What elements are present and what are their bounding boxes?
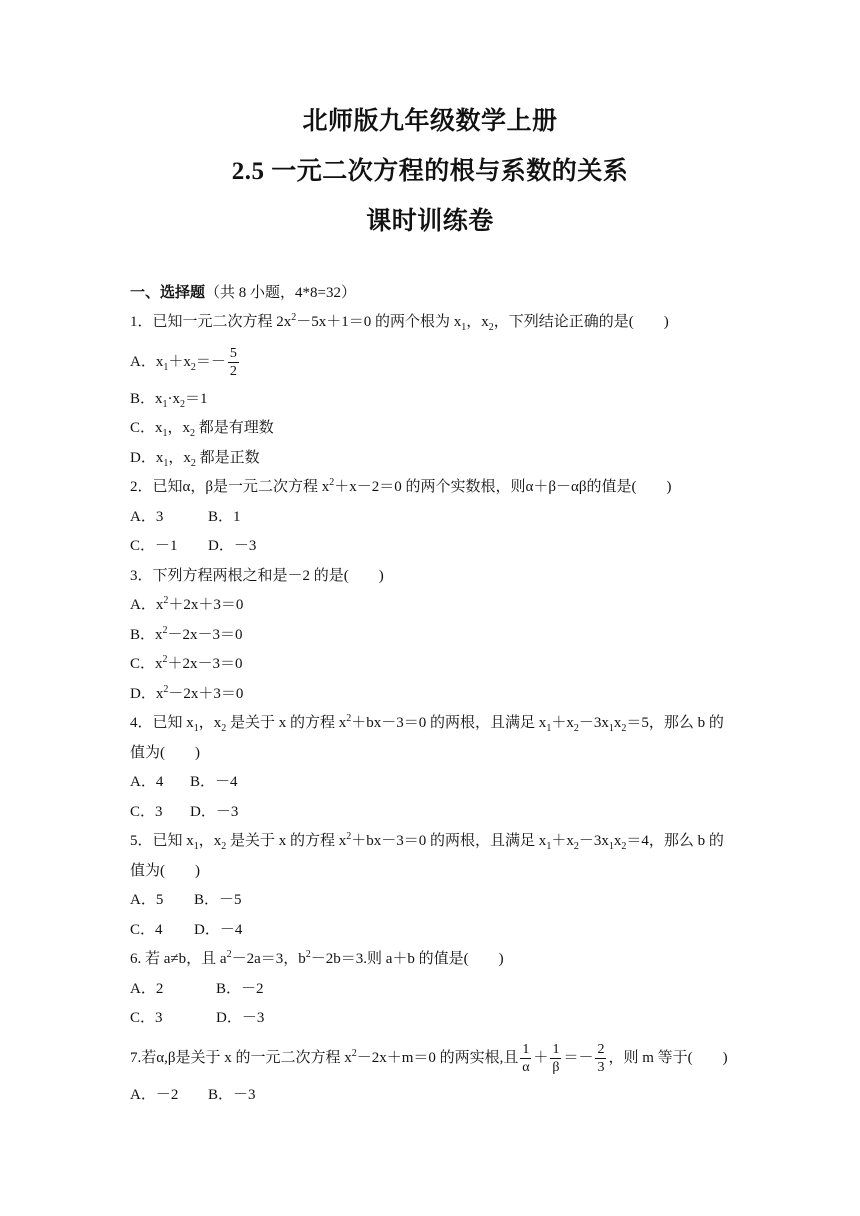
page-subtitle: 2.5 一元二次方程的根与系数的关系 [231,158,629,185]
question-3-option-b: B．$x^2-2x-3=0$ [130,625,243,643]
fraction: $\frac{1}{\beta}$ [552,1042,560,1075]
question-5-options-cd: C．4 D．－4 [130,922,243,938]
question-2-stem: 2．已知α，β是一元二次方程 $x^2+x-2=0$ 的两个实数根，则α＋β－αβ的值是( ) [130,477,672,495]
question-7-options-ab: A．－2 B．－3 [130,1087,256,1103]
question-3-option-d: D．$x^2-2x+3=0$ [130,684,244,702]
page-title: 北师版九年级数学上册 [302,108,558,135]
question-3-option-c: C．$x^2+2x-3=0$ [130,654,243,672]
question-1-option-c: C．$x_1$，$x_2$ 都是有理数 [130,420,274,439]
question-1-option-b: B．$x_1\cdot x_2=1$ [130,391,208,410]
question-4-options-cd: C．3 D．－3 [130,804,239,820]
question-7-stem: 7.若α,β是关于 x 的一元二次方程 $x^2-2x+m=0$ 的两实根,且 $\frac{1}{\alpha}$ ＋ $\frac{1}{\beta}$ ＝－ $\frac{2}{3}$ ，则 m 等于( ) [130,1042,728,1075]
question-4-stem: 4．已知 $x_1$，$x_2$ 是关于 x 的方程 $x^2+bx-3=0$ 的两根，且满足 $x_1+x_2-3x_1x_2=5$，那么 b 的 [130,713,724,734]
question-5-stem: 5．已知 $x_1$，$x_2$ 是关于 x 的方程 $x^2+bx-3=0$ 的两根，且满足 $x_1+x_2-3x_1x_2=4$，那么 b 的 [130,831,724,852]
question-2-options-ab: A．3 B．1 [130,509,241,525]
question-4-options-ab: A．4 B．－4 [130,774,238,790]
question-3-stem: 3．下列方程两根之和是－2 的是( ) [130,568,384,584]
question-2-options-cd: C．－1 D．－3 [130,538,257,554]
section-label: 一、选择题 [130,285,206,301]
fraction: $\frac{2}{3}$ [597,1042,605,1075]
page-subtitle-2: 课时训练卷 [366,208,494,235]
question-5-stem-cont: 值为( ) [130,863,200,879]
question-5-options-ab: A．5 B．－5 [130,892,242,908]
question-6-options-cd: C．3 D．－3 [130,1010,265,1026]
fraction: $\frac{1}{\alpha}$ [522,1042,530,1075]
question-6-stem: 6. 若 a≠b，且 $a^2-2a=3$，$b^2-2b=3$.则 a＋b 的值是( ) [130,949,504,967]
question-4-stem-cont: 值为( ) [130,745,200,761]
question-1-option-d: D．$x_1$，$x_2$ 都是正数 [130,450,260,469]
fraction: $\frac{5}{2}$ [229,346,237,379]
section-heading [130,282,356,304]
question-1-option-a: A．$x_1+x_2=-$ $\frac{5}{2}$ [130,346,237,379]
question-1-stem: 1．已知一元二次方程 $2x^2-5x+1=0$ 的两个根为 $x_1$，$x_2$，下列结论正确的是( ) [130,312,669,333]
question-6-options-ab: A．2 B．－2 [130,981,264,997]
section-info: （共 8 小题，4*8=32） [205,285,356,301]
question-3-option-a: A．$x^2+2x+3=0$ [130,595,244,613]
